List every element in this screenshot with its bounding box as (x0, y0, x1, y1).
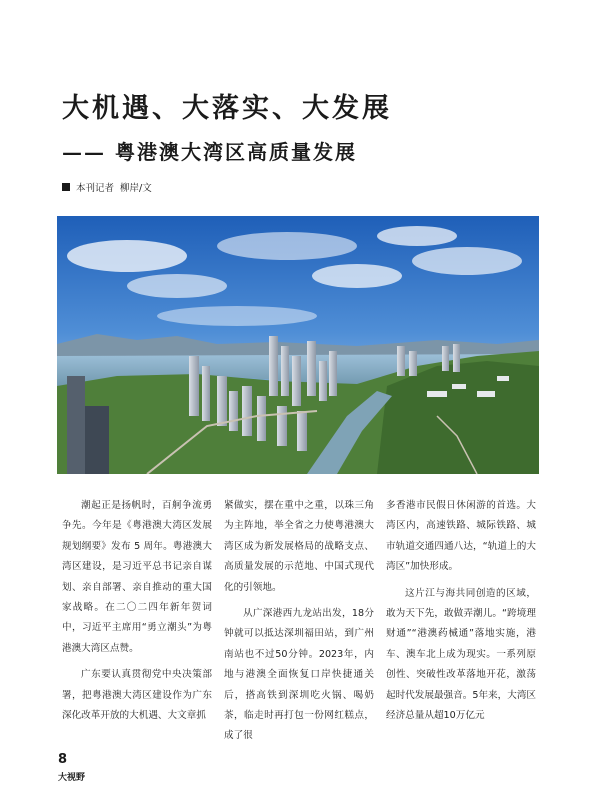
paragraph: 广东要认真贯彻党中央决策部署，把粤港澳大湾区建设作为广东深化改革开放的大机遇、大文章抓 (62, 669, 212, 722)
text-column-2 (224, 496, 374, 753)
byline (62, 180, 152, 194)
paragraph: 多香港市民假日休闲游的首选。大湾区内，高速铁路、城际铁路、城市轨道交通四通八达，“轨道上的大湾区”加快形成。 (386, 500, 536, 573)
byline-role: 本刊记者 (76, 183, 115, 194)
square-bullet-icon (62, 183, 70, 191)
aerial-city-photo (57, 216, 539, 474)
article-subtitle: —— 粤港澳大湾区高质量发展 (62, 140, 357, 164)
paragraph: 紧做实，摆在重中之重，以珠三角为主阵地，举全省之力使粤港澳大湾区成为新发展格局的战略支点、高质量发展的示范地、中国式现代化的引领地。 (224, 500, 374, 593)
paragraph: 潮起正是扬帆时，百舸争流勇争先。今年是《粤港澳大湾区发展规划纲要》发布 5 周年。粤港澳大湾区建设，是习近平总书记亲自谋划、亲自部署、亲自推动的重大国家战略。在二〇二四年新年贺词中，习近平主席用“勇立潮头”为粤港澳大湾区点赞。 (62, 500, 212, 654)
text-column-1 (62, 496, 212, 732)
magazine-name: 大视野 (58, 773, 86, 783)
paragraph: 从广深港西九龙站出发，18分钟就可以抵达深圳福田站，到广州南站也不过50分钟。2023年，内地与港澳全面恢复口岸快捷通关后，搭高铁到深圳吃火锅、喝奶茶，临走时再打包一份网红糕点，成了很 (224, 608, 374, 742)
paragraph: 这片江与海共同创造的区域，敢为天下先，敢做弄潮儿。“跨境理财通”“港澳药械通”落地实施，港车、澳车北上成为现实。一系列原创性、突破性改革落地开花，激荡起时代发展最强音。5年来，大湾区经济总量从超10万亿元 (386, 587, 537, 722)
article-title: 大机遇、大落实、大发展 (62, 93, 392, 124)
text-column-3 (386, 496, 536, 732)
page-number: 8 (58, 752, 68, 767)
byline-author: 柳岸/文 (120, 183, 152, 194)
